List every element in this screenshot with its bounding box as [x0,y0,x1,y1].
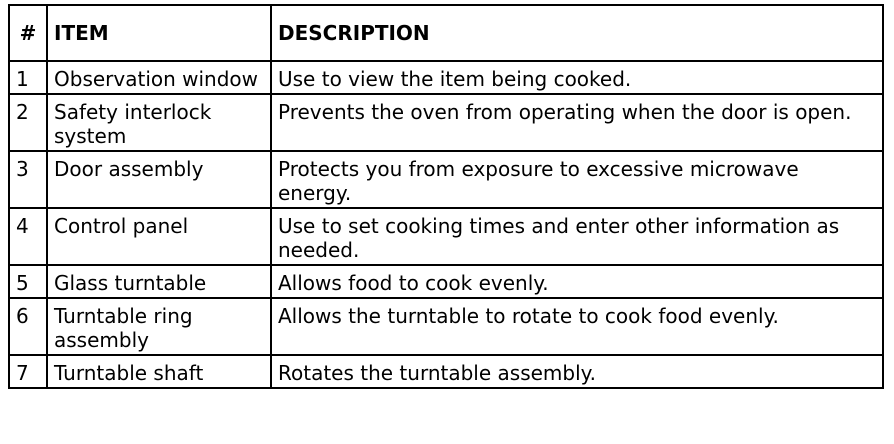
row-description: Rotates the turntable assembly. [271,355,883,388]
row-description: Protects you from exposure to excessive microwave energy. [271,151,883,208]
row-item: Turntable shaft [47,355,271,388]
row-number: 3 [9,151,47,208]
table-row [9,265,883,298]
table-row [9,94,883,151]
row-number: 4 [9,208,47,265]
row-item: Control panel [47,208,271,265]
row-item: Door assembly [47,151,271,208]
header-description: DESCRIPTION [271,5,883,61]
header-number: # [9,5,47,61]
table-row [9,61,883,94]
row-number: 5 [9,265,47,298]
table-row [9,208,883,265]
row-description: Allows food to cook evenly. [271,265,883,298]
row-number: 1 [9,61,47,94]
table-row [9,298,883,355]
table-row [9,355,883,388]
row-number: 7 [9,355,47,388]
row-description: Use to set cooking times and enter other information as needed. [271,208,883,265]
header-item: ITEM [47,5,271,61]
row-description: Prevents the oven from operating when the door is open. [271,94,883,151]
row-item: Turntable ring assembly [47,298,271,355]
parts-table [8,4,884,389]
table-row [9,151,883,208]
row-description: Use to view the item being cooked. [271,61,883,94]
header-row [9,5,883,61]
row-item: Safety interlock system [47,94,271,151]
row-item: Observation window [47,61,271,94]
row-description: Allows the turntable to rotate to cook food evenly. [271,298,883,355]
row-number: 6 [9,298,47,355]
row-number: 2 [9,94,47,151]
row-item: Glass turntable [47,265,271,298]
